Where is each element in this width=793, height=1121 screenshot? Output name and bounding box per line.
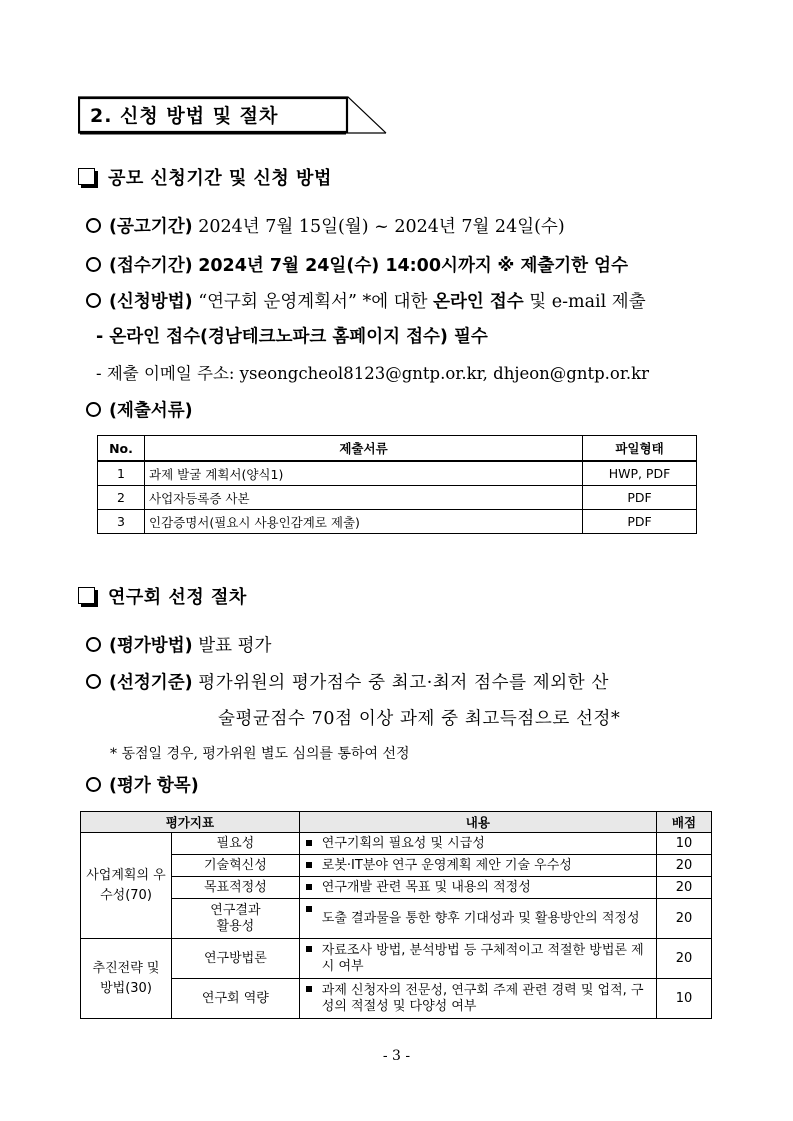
cell-document: 과제 발굴 계획서(양식1) bbox=[145, 461, 583, 486]
col-indicator: 평가지표 bbox=[81, 812, 300, 833]
cell-indicator: 연구회 역량 bbox=[172, 979, 300, 1019]
col-score: 배점 bbox=[657, 812, 712, 833]
square-bullet-icon bbox=[306, 840, 312, 846]
table-header-row bbox=[81, 812, 712, 833]
square-bullet-icon bbox=[306, 884, 312, 890]
cell-file-type: PDF bbox=[583, 486, 697, 510]
circle-bullet-icon bbox=[86, 402, 101, 417]
col-content: 내용 bbox=[299, 812, 656, 833]
item-announcement-period bbox=[86, 213, 565, 238]
criteria-label: (선정기준) bbox=[109, 673, 193, 693]
cell-score: 10 bbox=[657, 979, 712, 1019]
cell-score: 20 bbox=[657, 855, 712, 877]
circle-bullet-icon bbox=[86, 257, 101, 272]
group-strategy: 추진전략 및 방법(30) bbox=[81, 939, 172, 1019]
item-selection-criteria bbox=[86, 669, 609, 694]
cell-content: 과제 신청자의 전문성, 연구회 주제 관련 경력 및 업적, 구성의 적절성 및 다양성 여부 bbox=[299, 979, 656, 1019]
circle-bullet-icon bbox=[86, 637, 101, 652]
cell-content: 연구개발 관련 목표 및 내용의 적정성 bbox=[299, 877, 656, 899]
item-receipt-period bbox=[86, 252, 628, 277]
circle-bullet-icon bbox=[86, 674, 101, 689]
col-document: 제출서류 bbox=[145, 436, 583, 462]
cell-indicator: 기술혁신성 bbox=[172, 855, 300, 877]
receipt-note: ※ 제출기한 엄수 bbox=[497, 256, 628, 276]
section-title: 2. 신청 방법 및 절차 bbox=[90, 105, 279, 127]
cell-file-type: HWP, PDF bbox=[583, 461, 697, 486]
method-post: 및 e-mail 제출 bbox=[529, 292, 646, 312]
evaluation-table bbox=[80, 811, 712, 1019]
docs-label: (제출서류) bbox=[109, 401, 193, 421]
eval-method-value: 발표 평가 bbox=[198, 636, 272, 656]
cell-indicator: 필요성 bbox=[172, 833, 300, 855]
method-bold: 온라인 접수 bbox=[433, 292, 524, 312]
cell-score: 20 bbox=[657, 939, 712, 979]
table-row bbox=[98, 510, 697, 534]
cell-score: 10 bbox=[657, 833, 712, 855]
checkbox-square-icon bbox=[78, 587, 95, 604]
table-row bbox=[81, 899, 712, 939]
cell-indicator: 연구결과 활용성 bbox=[172, 899, 300, 939]
item-eval-method bbox=[86, 632, 271, 657]
section-header bbox=[78, 95, 388, 133]
group-business-plan: 사업계획의 우수성(70) bbox=[81, 833, 172, 939]
cell-no: 3 bbox=[98, 510, 145, 534]
method-pre: “연구회 운영계획서” *에 대한 bbox=[198, 292, 428, 312]
cell-indicator: 목표적정성 bbox=[172, 877, 300, 899]
checkbox-square-icon bbox=[78, 168, 95, 185]
table-header-row bbox=[98, 436, 697, 462]
table-row bbox=[81, 877, 712, 899]
cell-no: 2 bbox=[98, 486, 145, 510]
circle-bullet-icon bbox=[86, 293, 101, 308]
item-eval-items bbox=[86, 772, 199, 797]
cell-indicator: 연구방법론 bbox=[172, 939, 300, 979]
circle-bullet-icon bbox=[86, 218, 101, 233]
online-note: - 온라인 접수(경남테크노파크 홈페이지 접수) 필수 bbox=[96, 327, 488, 347]
criteria-line1: 평가위원의 평가점수 중 최고·최저 점수를 제외한 산 bbox=[198, 673, 609, 693]
item-documents bbox=[86, 397, 193, 422]
cell-content: 자료조사 방법, 분석방법 등 구체적이고 적절한 방법론 제시 여부 bbox=[299, 939, 656, 979]
receipt-label: (접수기간) bbox=[109, 256, 193, 276]
table-row bbox=[81, 833, 712, 855]
period-value: 2024년 7월 15일(월) ~ 2024년 7월 24일(수) bbox=[198, 217, 565, 237]
cell-score: 20 bbox=[657, 877, 712, 899]
criteria-line2: 술평균점수 70점 이상 과제 중 최고득점으로 선정* bbox=[218, 709, 621, 729]
square-bullet-icon bbox=[306, 986, 312, 992]
table-row bbox=[81, 855, 712, 877]
subsection-title-selection: 연구회 선정 절차 bbox=[108, 587, 247, 608]
cell-document: 인감증명서(필요시 사용인감계로 제출) bbox=[145, 510, 583, 534]
page-number: - 3 - bbox=[382, 1048, 411, 1064]
cell-content: 로봇·IT분야 연구 운영계획 제안 기술 우수성 bbox=[299, 855, 656, 877]
items-label: (평가 항목) bbox=[109, 776, 199, 796]
col-no: No. bbox=[98, 436, 145, 462]
method-label: (신청방법) bbox=[109, 292, 193, 312]
cell-file-type: PDF bbox=[583, 510, 697, 534]
square-bullet-icon bbox=[306, 946, 312, 952]
cell-content: 도출 결과물을 통한 향후 기대성과 및 활용방안의 적정성 bbox=[299, 899, 656, 939]
square-bullet-icon bbox=[306, 862, 312, 868]
item-application-method bbox=[86, 288, 646, 313]
table-row bbox=[81, 939, 712, 979]
cell-content: 연구기획의 필요성 및 시급성 bbox=[299, 833, 656, 855]
eval-method-label: (평가방법) bbox=[109, 636, 193, 656]
email-note: - 제출 이메일 주소: yseongcheol8123@gntp.or.kr, dhjeon@gntp.or.kr bbox=[96, 364, 650, 383]
table-row bbox=[98, 461, 697, 486]
circle-bullet-icon bbox=[86, 777, 101, 792]
cell-document: 사업자등록증 사본 bbox=[145, 486, 583, 510]
table-row bbox=[98, 486, 697, 510]
receipt-value: 2024년 7월 24일(수) 14:00시까지 bbox=[198, 256, 492, 276]
period-label: (공고기간) bbox=[109, 217, 193, 237]
tie-note: * 동점일 경우, 평가위원 별도 심의를 통하여 선정 bbox=[110, 746, 410, 762]
col-file-type: 파일형태 bbox=[583, 436, 697, 462]
cell-no: 1 bbox=[98, 461, 145, 486]
documents-table bbox=[97, 435, 697, 534]
table-row bbox=[81, 979, 712, 1019]
subsection-title-application: 공모 신청기간 및 신청 방법 bbox=[108, 168, 332, 189]
square-bullet-icon bbox=[306, 906, 312, 912]
cell-score: 20 bbox=[657, 899, 712, 939]
